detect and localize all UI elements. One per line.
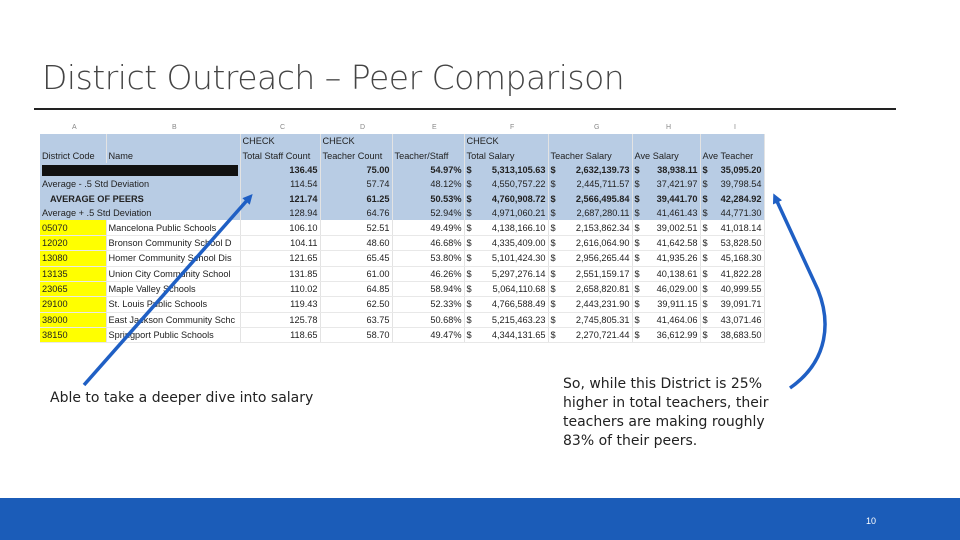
cell-value: 42,284.92 <box>720 193 762 204</box>
currency-symbol: $ <box>550 208 556 219</box>
currency-symbol: $ <box>550 299 556 310</box>
cell-teachers: 61.25 <box>320 192 392 206</box>
cell-value: 41,018.14 <box>720 222 762 233</box>
currency-symbol: $ <box>550 193 556 204</box>
cell-value: 44,771.30 <box>720 208 762 219</box>
currency-symbol: $ <box>634 299 640 310</box>
cell-value: 2,658,820.81 <box>575 284 630 295</box>
currency-symbol: $ <box>702 164 708 175</box>
cell-value: 5,313,105.63 <box>491 164 546 175</box>
column-letter: E <box>432 124 437 131</box>
check-label: CHECK <box>464 134 548 148</box>
cell-staff: 136.45 <box>240 163 320 177</box>
cell-ratio: 52.33% <box>392 297 464 312</box>
cell-staff: 128.94 <box>240 206 320 220</box>
cell-teachers: 65.45 <box>320 251 392 266</box>
cell-value: 2,632,139.73 <box>575 164 630 175</box>
cell-ratio: 53.80% <box>392 251 464 266</box>
cell-staff: 110.02 <box>240 281 320 296</box>
district-code: 23065 <box>40 281 106 296</box>
cell-teachers: 64.85 <box>320 281 392 296</box>
cell-value: 35,095.20 <box>720 164 762 175</box>
cell-value: 4,766,588.49 <box>491 299 546 310</box>
currency-symbol: $ <box>702 193 708 204</box>
cell-value: 38,938.11 <box>657 164 698 175</box>
cell-value: 5,215,463.23 <box>491 314 546 325</box>
currency-symbol: $ <box>466 193 472 204</box>
row-label: Average - .5 Std Deviation <box>40 177 240 191</box>
column-letter: D <box>360 124 366 131</box>
cell-staff: 121.65 <box>240 251 320 266</box>
district-name: Mancelona Public Schools <box>106 220 240 235</box>
currency-symbol: $ <box>466 253 472 264</box>
cell-value: 2,956,265.44 <box>575 253 630 264</box>
cell-value: 4,550,757.22 <box>491 179 546 190</box>
cell-value: 41,822.28 <box>720 268 762 279</box>
column-letter: H <box>666 124 672 131</box>
cell-value: 5,101,424.30 <box>491 253 546 264</box>
cell-ratio: 50.53% <box>392 192 464 206</box>
district-name: St. Louis Public Schools <box>106 297 240 312</box>
currency-symbol: $ <box>634 284 640 295</box>
currency-symbol: $ <box>550 314 556 325</box>
column-header: District Code <box>40 148 106 162</box>
cell-value: 4,760,908.72 <box>491 193 546 204</box>
slide-title: District Outreach – Peer Comparison <box>42 58 625 97</box>
cell-value: 2,687,280.11 <box>576 208 630 219</box>
currency-symbol: $ <box>550 164 556 175</box>
cell-teachers: 61.00 <box>320 266 392 281</box>
cell-value: 2,445,711.57 <box>576 179 630 190</box>
cell-value: 53,828.50 <box>720 237 762 248</box>
caption-left: Able to take a deeper dive into salary <box>50 390 314 406</box>
district-name: Union City Community School <box>106 266 240 281</box>
page-number: 10 <box>865 516 876 526</box>
cell-staff: 104.11 <box>240 235 320 250</box>
cell-value: 4,335,409.00 <box>491 237 546 248</box>
currency-symbol: $ <box>702 330 708 341</box>
column-letter: G <box>594 124 600 131</box>
cell-value: 41,935.26 <box>656 253 698 264</box>
cell-value: 41,642.58 <box>656 237 698 248</box>
cell-value: 2,745,805.31 <box>575 314 630 325</box>
column-header: Teacher/Staff <box>392 148 464 162</box>
cell-value: 2,443,231.90 <box>575 299 630 310</box>
cell-value: 2,566,495.84 <box>575 193 630 204</box>
cell-value: 2,551,159.17 <box>575 268 630 279</box>
column-header: Ave Teacher <box>700 148 764 162</box>
check-label: CHECK <box>240 134 320 148</box>
currency-symbol: $ <box>466 164 472 175</box>
currency-symbol: $ <box>702 314 708 325</box>
cell-value: 39,441.70 <box>656 193 698 204</box>
cell-value: 36,612.99 <box>656 330 698 341</box>
currency-symbol: $ <box>634 208 640 219</box>
cell-value: 43,071.46 <box>720 314 762 325</box>
cell-value: 39,911.15 <box>657 299 698 310</box>
column-letter: I <box>734 124 736 131</box>
currency-symbol: $ <box>550 330 556 341</box>
currency-symbol: $ <box>634 193 640 204</box>
district-name: Bronson Community School D <box>106 235 240 250</box>
cell-value: 40,999.55 <box>720 284 762 295</box>
column-header: Total Staff Count <box>240 148 320 162</box>
currency-symbol: $ <box>466 314 472 325</box>
column-letter: A <box>72 124 77 131</box>
cell-teachers: 62.50 <box>320 297 392 312</box>
cell-ratio: 46.26% <box>392 266 464 281</box>
district-code: 13080 <box>40 251 106 266</box>
district-code: 38150 <box>40 328 106 343</box>
cell-ratio: 48.12% <box>392 177 464 191</box>
cell-value: 38,683.50 <box>720 330 762 341</box>
cell-staff: 106.10 <box>240 220 320 235</box>
currency-symbol: $ <box>634 253 640 264</box>
currency-symbol: $ <box>702 179 708 190</box>
currency-symbol: $ <box>702 208 708 219</box>
currency-symbol: $ <box>466 284 472 295</box>
cell-staff: 119.43 <box>240 297 320 312</box>
cell-staff: 125.78 <box>240 312 320 327</box>
cell-staff: 114.54 <box>240 177 320 191</box>
currency-symbol: $ <box>466 299 472 310</box>
caption-right: So, while this District is 25% higher in total teachers, their teachers are making roughly 83% of their peers. <box>563 376 769 449</box>
district-code: 13135 <box>40 266 106 281</box>
currency-symbol: $ <box>634 179 640 190</box>
arrow-to-ave-teacher <box>775 197 825 388</box>
cell-value: 2,153,862.34 <box>575 222 630 233</box>
cell-ratio: 46.68% <box>392 235 464 250</box>
currency-symbol: $ <box>702 284 708 295</box>
currency-symbol: $ <box>702 299 708 310</box>
cell-value: 41,464.06 <box>656 314 698 325</box>
cell-ratio: 58.94% <box>392 281 464 296</box>
cell-value: 46,029.00 <box>656 284 698 295</box>
currency-symbol: $ <box>634 314 640 325</box>
cell-value: 37,421.97 <box>656 179 698 190</box>
currency-symbol: $ <box>550 284 556 295</box>
currency-symbol: $ <box>702 237 708 248</box>
cell-value: 39,091.71 <box>720 299 762 310</box>
cell-value: 4,344,131.65 <box>491 330 546 341</box>
column-letter: B <box>172 124 177 131</box>
currency-symbol: $ <box>634 222 640 233</box>
cell-value: 41,461.43 <box>656 208 698 219</box>
cell-staff: 121.74 <box>240 192 320 206</box>
currency-symbol: $ <box>466 268 472 279</box>
column-header: Total Salary <box>464 148 548 162</box>
cell-value: 40,138.61 <box>656 268 698 279</box>
column-header: Name <box>106 148 240 162</box>
currency-symbol: $ <box>702 253 708 264</box>
district-code: 05070 <box>40 220 106 235</box>
district-code: 38000 <box>40 312 106 327</box>
currency-symbol: $ <box>466 179 472 190</box>
cell-staff: 118.65 <box>240 328 320 343</box>
cell-value: 2,616,064.90 <box>575 237 630 248</box>
cell-teachers: 63.75 <box>320 312 392 327</box>
currency-symbol: $ <box>702 268 708 279</box>
currency-symbol: $ <box>634 164 640 175</box>
cell-teachers: 75.00 <box>320 163 392 177</box>
currency-symbol: $ <box>550 179 556 190</box>
cell-value: 5,064,110.68 <box>492 284 546 295</box>
currency-symbol: $ <box>634 237 640 248</box>
column-letter: F <box>510 124 515 131</box>
arrow-to-total-staff <box>84 197 250 385</box>
cell-ratio: 52.94% <box>392 206 464 220</box>
column-letter: C <box>280 124 286 131</box>
footer-bar <box>0 498 960 540</box>
cell-ratio: 49.47% <box>392 328 464 343</box>
column-header: Ave Salary <box>632 148 700 162</box>
currency-symbol: $ <box>550 268 556 279</box>
column-header: Teacher Salary <box>548 148 632 162</box>
currency-symbol: $ <box>466 222 472 233</box>
currency-symbol: $ <box>550 222 556 233</box>
cell-ratio: 54.97% <box>392 163 464 177</box>
district-code: 12020 <box>40 235 106 250</box>
column-header: Teacher Count <box>320 148 392 162</box>
currency-symbol: $ <box>550 253 556 264</box>
district-name: Springport Public Schools <box>106 328 240 343</box>
cell-value: 2,270,721.44 <box>575 330 630 341</box>
cell-ratio: 50.68% <box>392 312 464 327</box>
cell-staff: 131.85 <box>240 266 320 281</box>
cell-value: 5,297,276.14 <box>491 268 546 279</box>
currency-symbol: $ <box>550 237 556 248</box>
currency-symbol: $ <box>466 330 472 341</box>
currency-symbol: $ <box>466 237 472 248</box>
check-label: CHECK <box>320 134 392 148</box>
cell-teachers: 58.70 <box>320 328 392 343</box>
district-name: Maple Valley Schools <box>106 281 240 296</box>
row-label: AVERAGE OF PEERS <box>40 192 240 206</box>
currency-symbol: $ <box>702 222 708 233</box>
cell-teachers: 64.76 <box>320 206 392 220</box>
cell-value: 39,798.54 <box>720 179 762 190</box>
cell-teachers: 48.60 <box>320 235 392 250</box>
cell-value: 4,971,060.21 <box>491 208 546 219</box>
row-label: Average + .5 Std Deviation <box>40 206 240 220</box>
cell-teachers: 57.74 <box>320 177 392 191</box>
currency-symbol: $ <box>634 330 640 341</box>
district-code: 29100 <box>40 297 106 312</box>
currency-symbol: $ <box>634 268 640 279</box>
cell-ratio: 49.49% <box>392 220 464 235</box>
district-name: Homer Community School Dis <box>106 251 240 266</box>
currency-symbol: $ <box>466 208 472 219</box>
district-name: East Jackson Community Schc <box>106 312 240 327</box>
cell-value: 45,168.30 <box>720 253 762 264</box>
cell-teachers: 52.51 <box>320 220 392 235</box>
cell-value: 39,002.51 <box>656 222 698 233</box>
cell-value: 4,138,166.10 <box>491 222 546 233</box>
